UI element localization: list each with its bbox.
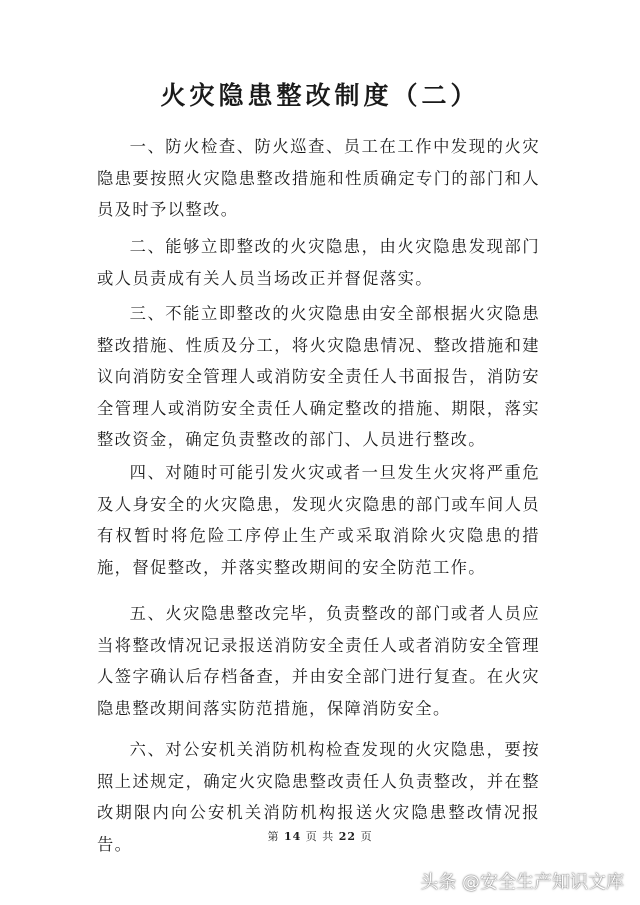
- footer-middle: 页 共: [305, 830, 335, 843]
- page-number-footer: [0, 828, 640, 844]
- footer-prefix: 第: [267, 830, 280, 843]
- page-title: 火灾隐患整改制度（二）: [160, 81, 480, 110]
- paragraph-2: 二、能够立即整改的火灾隐患，由火灾隐患发现部门或人员责成有关人员当场改正并督促落实。: [97, 237, 540, 288]
- footer-suffix: 页: [360, 830, 373, 843]
- footer-page-current: 14: [283, 830, 302, 843]
- paragraph-5: 五、火灾隐患整改完毕，负责整改的部门或者人员应当将整改情况记录报送消防安全责任人或者消防安全管理人签字确认后存档备查，并由安全部门进行复查。在火灾隐患整改期间落实防范措施，保障消防安全。: [97, 604, 540, 718]
- paragraph-6: 六、对公安机关消防机构检查发现的火灾隐患，要按照上述规定，确定火灾隐患整改责任人负责整改，并在整改期限内向公安机关消防机构报送火灾隐患整改情况报告。: [97, 740, 540, 854]
- paragraph-1: 一、防火检查、防火巡查、员工在工作中发现的火灾隐患要按照火灾隐患整改措施和性质确定专门的部门和人员及时予以整改。: [97, 137, 540, 219]
- paragraph-3: 三、不能立即整改的火灾隐患由安全部根据火灾隐患整改措施、性质及分工，将火灾隐患情况、整改措施和建议向消防安全管理人或消防安全责任人书面报告，消防安全管理人或消防安全责任人确定整改的措施、期限，落实整改资金，确定负责整改的部门、人员进行整改。: [97, 304, 540, 449]
- footer-page-total: 22: [338, 830, 357, 843]
- paragraph-4: 四、对随时可能引发火灾或者一旦发生火灾将严重危及人身安全的火灾隐患，发现火灾隐患的部门或车间人员有权暂时将危险工序停止生产或采取消除火灾隐患的措施，督促整改，并落实整改期间的安全防范工作。: [97, 463, 540, 577]
- watermark: 头条 @安全生产知识文库: [420, 872, 624, 893]
